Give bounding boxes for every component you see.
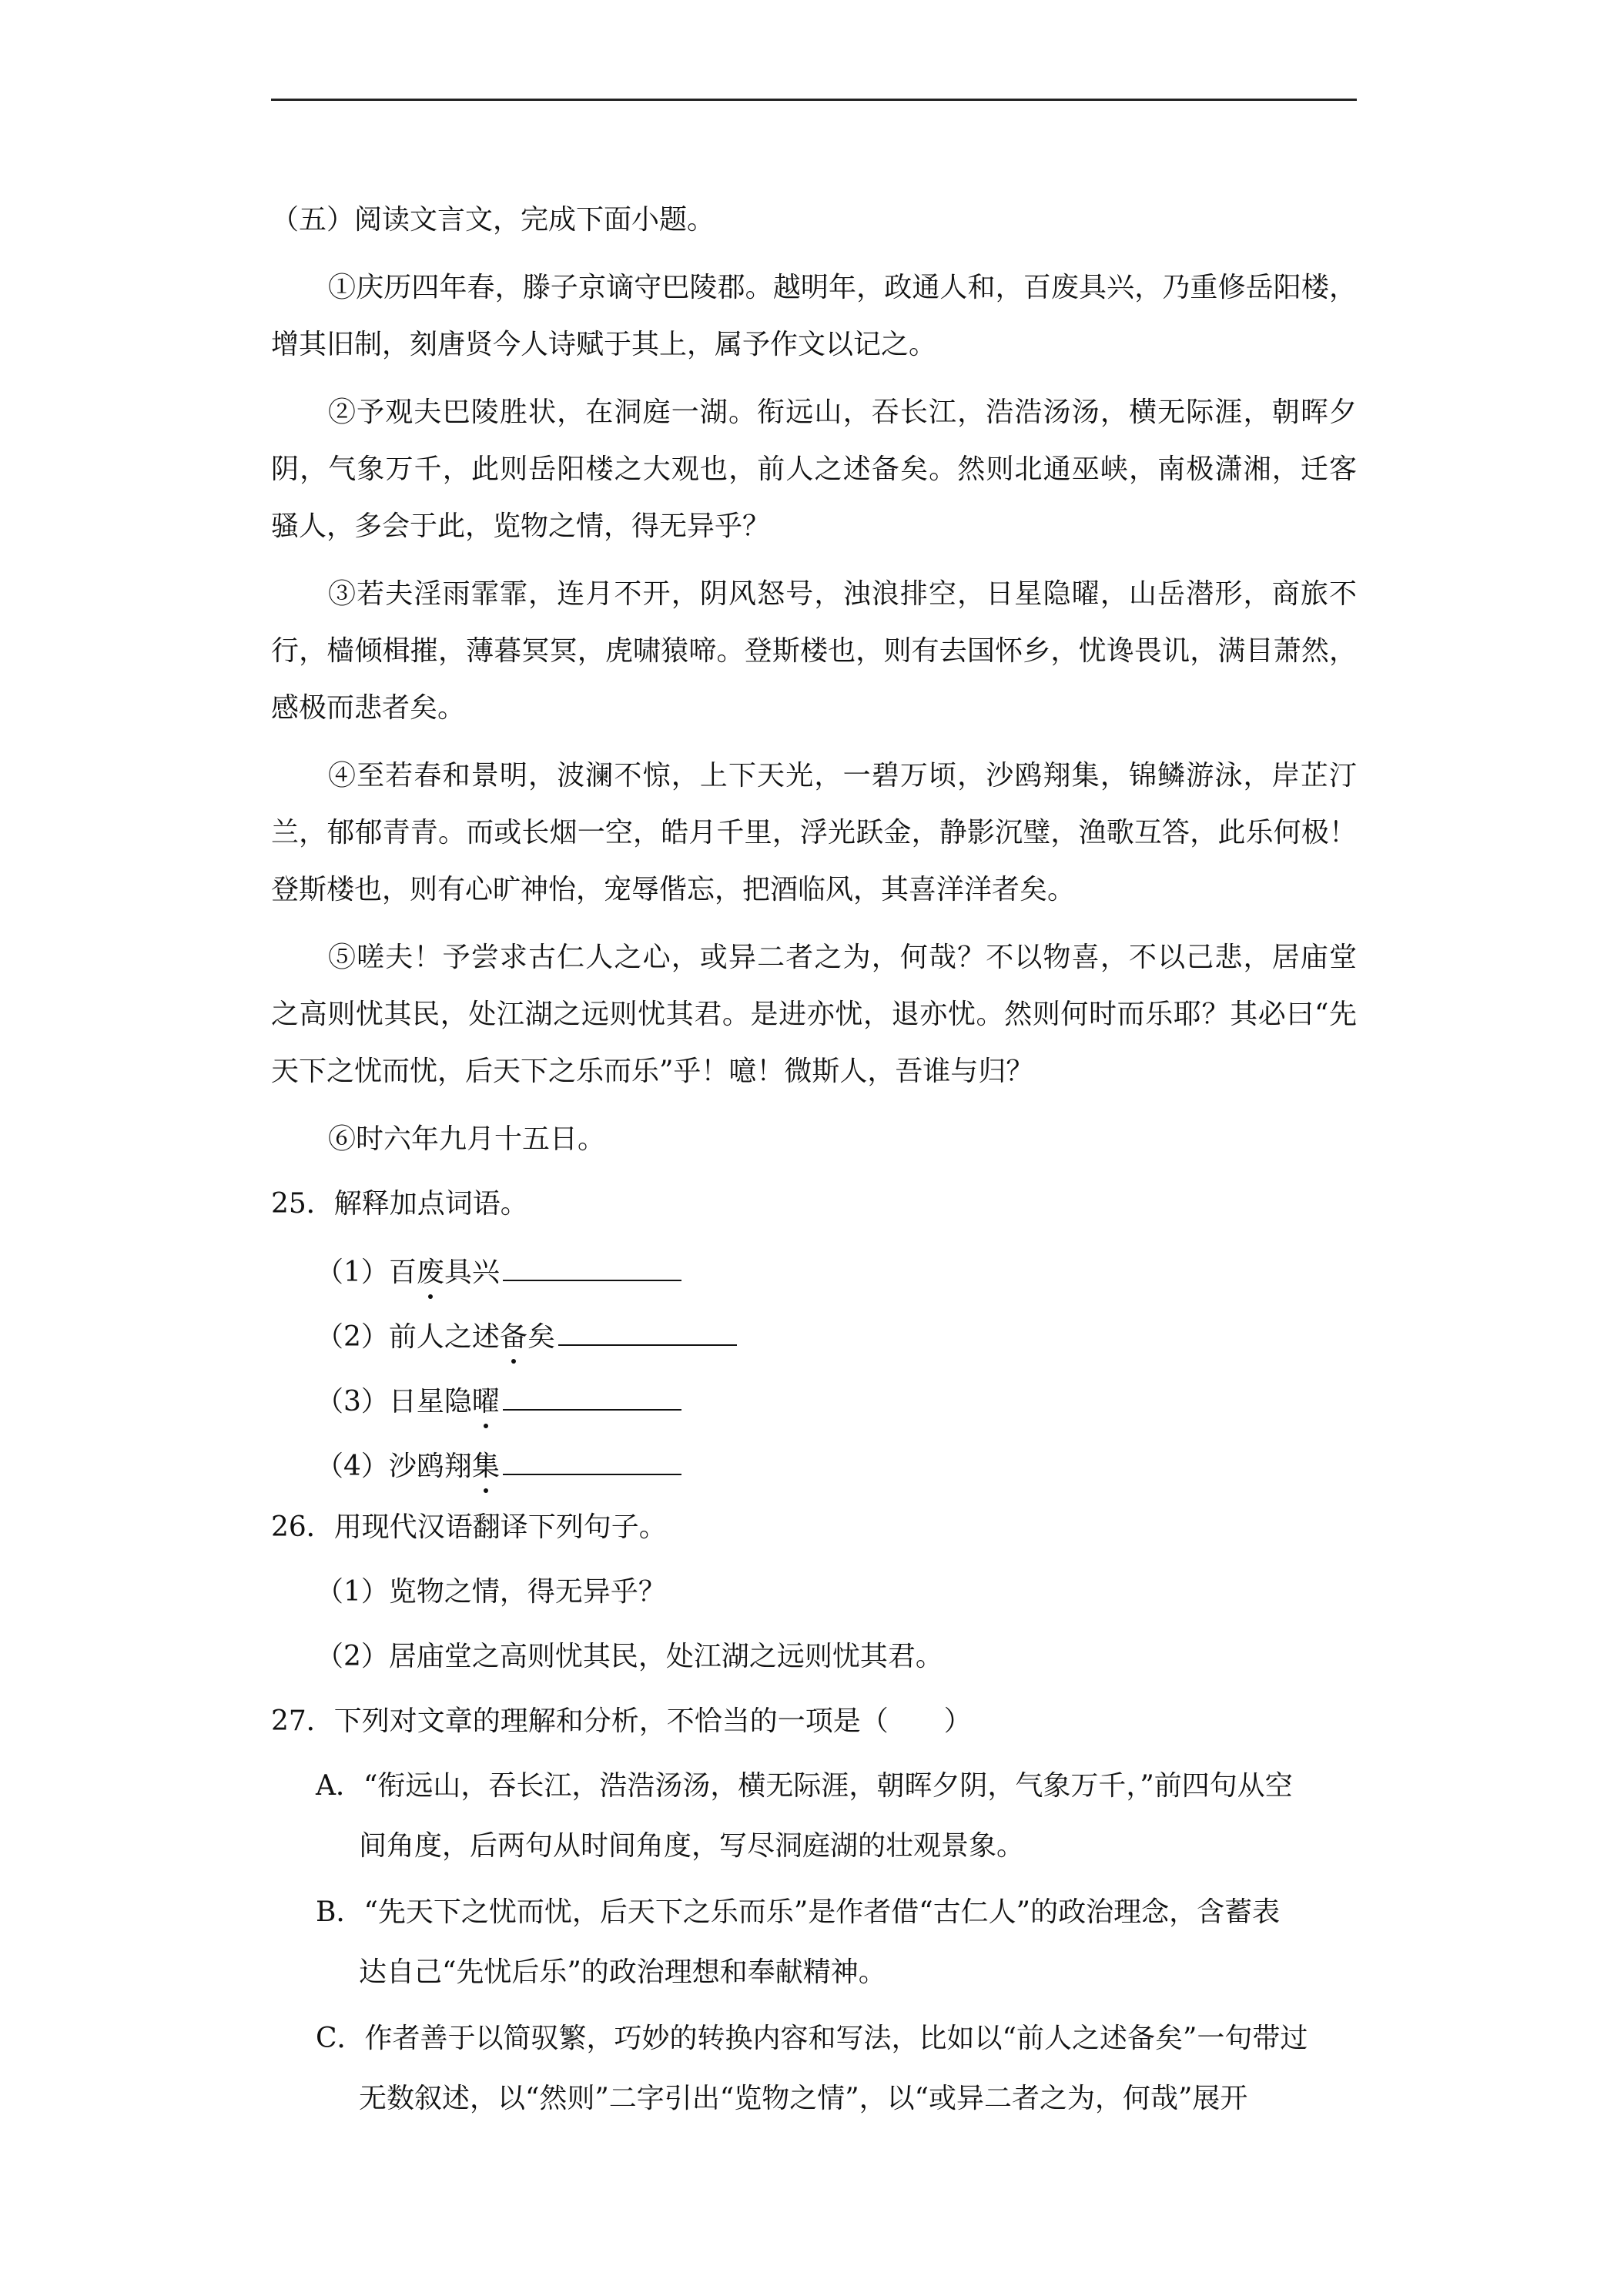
q25-item-4-answer-blank[interactable] [503, 1444, 681, 1475]
q25-item-4-dotted-char: 集 [472, 1448, 500, 1485]
passage-p4-line3: 登斯楼也，则有心旷神怡，宠辱偕忘，把酒临风，其喜洋洋者矣。 [271, 874, 1076, 905]
passage-p5-line3: 天下之忧而忧，后天下之乐而乐”乎！噫！微斯人，吾谁与归？ [271, 1056, 1034, 1087]
passage-p2-line1: ②予观夫巴陵胜状，在洞庭一湖。衔远山，吞长江，浩浩汤汤，横无际涯，朝晖夕 [328, 397, 1357, 428]
passage-p1-line1: ①庆历四年春，滕子京谪守巴陵郡。越明年，政通人和，百废具兴，乃重修岳阳楼， [328, 272, 1357, 303]
q27-option-b-line2: 达自己“先忧后乐”的政治理想和奉献精神。 [359, 1956, 886, 1988]
q27-option-b-line1[interactable] [316, 1894, 1357, 1931]
passage-p2-line2: 阴，气象万千，此则岳阳楼之大观也，前人之述备矣。然则北通巫峡，南极潇湘，迁客 [271, 454, 1357, 485]
header-rule [271, 99, 1357, 101]
q25-item-1 [316, 1250, 681, 1287]
q25-stem: 25．解释加点词语。 [271, 1188, 528, 1220]
passage-p5-line1: ⑤嗟夫！予尝求古仁人之心，或异二者之为，何哉？不以物喜，不以己悲，居庙堂 [328, 942, 1357, 973]
q27-option-c-text1: 作者善于以简驭繁，巧妙的转换内容和写法，比如以“前人之述备矣”一句带过 [364, 2023, 1308, 2054]
q25-item-1-dotted-char: 废 [417, 1254, 444, 1291]
passage-p2-line3: 骚人，多会于此，览物之情，得无异乎？ [271, 510, 771, 542]
q25-item-4 [316, 1444, 681, 1481]
q25-item-2-num: （2） [316, 1321, 389, 1353]
q25-item-3-answer-blank[interactable] [503, 1380, 681, 1411]
q25-item-2-post: 矣 [527, 1321, 555, 1353]
q25-item-3-pre: 日星隐 [388, 1386, 472, 1417]
q27-stem: 27．下列对文章的理解和分析，不恰当的一项是（ ） [271, 1705, 972, 1737]
q25-item-3-num: （3） [316, 1386, 389, 1417]
q27-option-c-label: C． [316, 2023, 365, 2054]
q26-item-2: （2）居庙堂之高则忧其民，处江湖之远则忧其君。 [316, 1641, 943, 1672]
passage-p3-line3: 感极而悲者矣。 [271, 692, 466, 724]
q27-option-c-line2: 无数叙述，以“然则”二字引出“览物之情”，以“或异二者之为，何哉”展开 [359, 2083, 1248, 2114]
passage-p4-line1: ④至若春和景明，波澜不惊，上下天光，一碧万顷，沙鸥翔集，锦鳞游泳，岸芷汀 [328, 760, 1357, 792]
q27-option-a-line1[interactable] [316, 1768, 1357, 1805]
q26-item-1: （1）览物之情，得无异乎？ [316, 1576, 666, 1608]
q25-item-4-num: （4） [316, 1451, 389, 1482]
passage-p3-line1: ③若夫淫雨霏霏，连月不开，阴风怒号，浊浪排空，日星隐曜，山岳潜形，商旅不 [328, 578, 1357, 610]
q25-item-4-pre: 沙鸥翔 [388, 1451, 472, 1482]
q25-item-3 [316, 1380, 681, 1417]
q25-item-1-answer-blank[interactable] [503, 1250, 681, 1281]
q25-item-2-dotted-char: 备 [500, 1319, 527, 1356]
q25-item-2-pre: 前人之述 [388, 1321, 500, 1353]
section-intro: （五）阅读文言文，完成下面小题。 [271, 204, 715, 236]
q25-item-1-pre: 百 [388, 1257, 417, 1288]
q27-option-a-text1: “衔远山，吞长江，浩浩汤汤，横无际涯，朝晖夕阴，气象万千，”前四句从空 [363, 1770, 1293, 1802]
q25-item-2-answer-blank[interactable] [558, 1315, 737, 1346]
passage-p6: ⑥时六年九月十五日。 [328, 1123, 606, 1155]
q25-item-3-dotted-char: 曜 [472, 1384, 500, 1421]
q27-option-b-label: B． [316, 1896, 364, 1928]
q27-option-b-text1: “先天下之忧而忧，后天下之乐而乐”是作者借“古仁人”的政治理念，含蓄表 [363, 1896, 1281, 1928]
passage-p3-line2: 行，樯倾楫摧，薄暮冥冥，虎啸猿啼。登斯楼也，则有去国怀乡，忧谗畏讥，满目萧然， [271, 635, 1357, 667]
passage-p1-line2: 增其旧制，刻唐贤今人诗赋于其上，属予作文以记之。 [271, 329, 937, 360]
q26-stem: 26．用现代汉语翻译下列句子。 [271, 1511, 667, 1543]
q27-option-c-line1[interactable] [316, 2020, 1357, 2057]
q25-item-1-post: 具兴 [444, 1257, 500, 1288]
passage-p4-line2: 兰，郁郁青青。而或长烟一空，皓月千里，浮光跃金，静影沉璧，渔歌互答，此乐何极！ [271, 817, 1357, 848]
q25-item-1-num: （1） [316, 1257, 389, 1288]
q27-option-a-label: A． [316, 1770, 363, 1802]
passage-p5-line2: 之高则忧其民，处江湖之远则忧其君。是进亦忧，退亦忧。然则何时而乐耶？其必曰“先 [271, 999, 1357, 1030]
q27-option-a-line2: 间角度，后两句从时间角度，写尽洞庭湖的壮观景象。 [359, 1830, 1025, 1862]
q25-item-2 [316, 1315, 737, 1352]
